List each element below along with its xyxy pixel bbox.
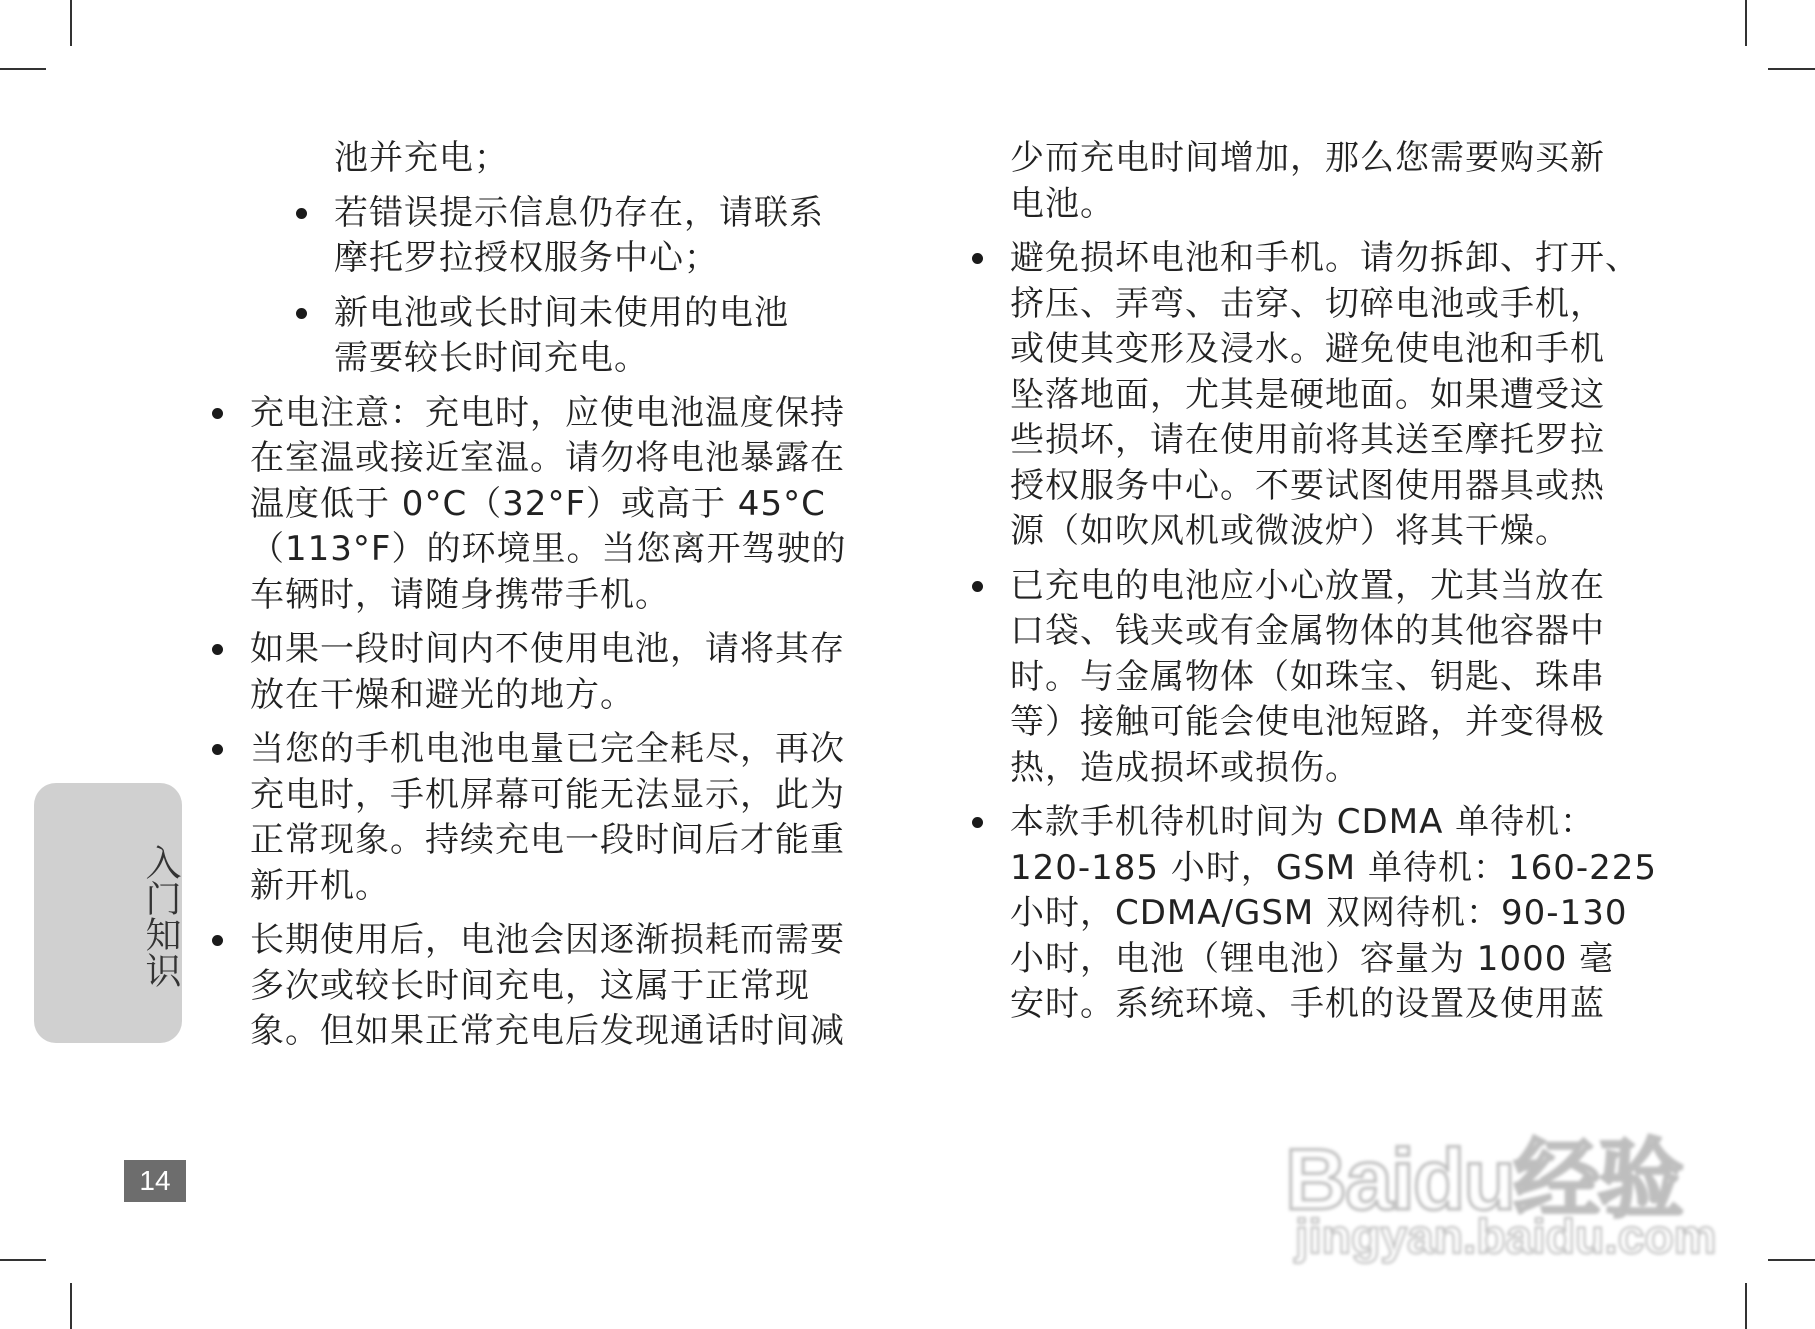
- text-line: 若错误提示信息仍存在，请联系: [334, 192, 824, 233]
- text-line: 新开机。: [250, 865, 390, 906]
- bullet-dot: [212, 744, 223, 755]
- text-line: 电池。: [1010, 183, 1115, 224]
- text-line: 源（如吹风机或微波炉）将其干燥。: [1010, 511, 1570, 551]
- crop-mark: [70, 1283, 72, 1329]
- text-line: 池并充电；: [334, 138, 509, 178]
- bullet-dot: [212, 644, 223, 655]
- text-line: 少而充电时间增加，那么您需要购买新: [1010, 138, 1605, 178]
- section-tab: [34, 783, 182, 1043]
- watermark-brand: Baidu经验: [1285, 1132, 1682, 1228]
- text-line: 当您的手机电池电量已完全耗尽，再次: [250, 729, 845, 769]
- text-line: 充电时，手机屏幕可能无法显示，此为: [250, 774, 845, 815]
- text-line: 长期使用后，电池会因逐渐损耗而需要: [250, 920, 845, 960]
- text-line: 象。但如果正常充电后发现通话时间减: [250, 1011, 845, 1051]
- crop-mark: [70, 0, 72, 46]
- bullet-dot: [296, 308, 307, 319]
- text-line: 需要较长时间充电。: [334, 338, 649, 378]
- text-line: 摩托罗拉授权服务中心；: [334, 238, 719, 278]
- watermark-logo: [1285, 1110, 1715, 1270]
- text-line: 挤压、弄弯、击穿、切碎电池或手机，: [1010, 283, 1605, 324]
- crop-mark: [0, 1259, 46, 1261]
- text-line: 安时。系统环境、手机的设置及使用蓝: [1010, 984, 1605, 1024]
- crop-mark: [1768, 1259, 1815, 1261]
- text-line: 授权服务中心。不要试图使用器具或热: [1010, 465, 1605, 506]
- text-line: （113°F）的环境里。当您离开驾驶的: [250, 529, 847, 569]
- text-line: 已充电的电池应小心放置，尤其当放在: [1010, 565, 1605, 606]
- crop-mark: [1745, 1283, 1747, 1329]
- crop-mark: [0, 68, 46, 70]
- text-line: 放在干燥和避光的地方。: [250, 674, 635, 715]
- text-line: 多次或较长时间充电，这属于正常现: [250, 965, 810, 1006]
- page-number: 14: [124, 1160, 186, 1202]
- text-line: 热，造成损坏或损伤。: [1010, 747, 1360, 788]
- text-line: 避免损坏电池和手机。请勿拆卸、打开、: [1010, 238, 1640, 278]
- text-line: 时。与金属物体（如珠宝、钥匙、珠串: [1010, 656, 1605, 697]
- text-line: 温度低于 0°C（32°F）或高于 45°C: [250, 483, 826, 524]
- text-line: 正常现象。持续充电一段时间后才能重: [250, 820, 845, 860]
- bullet-dot: [296, 208, 307, 219]
- text-line: 或使其变形及浸水。避免使电池和手机: [1010, 329, 1605, 369]
- bullet-dot: [212, 935, 223, 946]
- text-line: 坠落地面，尤其是硬地面。如果遭受这: [1010, 374, 1605, 415]
- bullet-dot: [972, 253, 983, 264]
- text-line: 新电池或长时间未使用的电池: [334, 292, 789, 333]
- bullet-dot: [972, 817, 983, 828]
- bullet-dot: [212, 408, 223, 419]
- text-line: 本款手机待机时间为 CDMA 单待机：: [1010, 802, 1596, 842]
- text-line: 些损坏，请在使用前将其送至摩托罗拉: [1010, 420, 1605, 460]
- crop-mark: [1745, 0, 1747, 46]
- watermark-domain: jingyan.baidu.com: [1295, 1211, 1717, 1264]
- text-line: 等）接触可能会使电池短路，并变得极: [1010, 702, 1605, 742]
- text-line: 在室温或接近室温。请勿将电池暴露在: [250, 438, 845, 478]
- text-line: 车辆时，请随身携带手机。: [250, 574, 670, 615]
- bullet-dot: [972, 581, 983, 592]
- text-line: 如果一段时间内不使用电池，请将其存: [250, 629, 845, 669]
- section-tab-label: 入门知识: [140, 844, 181, 988]
- text-line: 120-185 小时，GSM 单待机：160-225: [1010, 847, 1657, 888]
- crop-mark: [1768, 68, 1815, 70]
- text-line: 充电注意：充电时，应使电池温度保持: [250, 392, 845, 433]
- text-line: 小时，CDMA/GSM 双网待机：90-130: [1010, 893, 1628, 933]
- text-line: 小时，电池（锂电池）容量为 1000 毫: [1010, 938, 1615, 979]
- text-line: 口袋、钱夹或有金属物体的其他容器中: [1010, 611, 1605, 651]
